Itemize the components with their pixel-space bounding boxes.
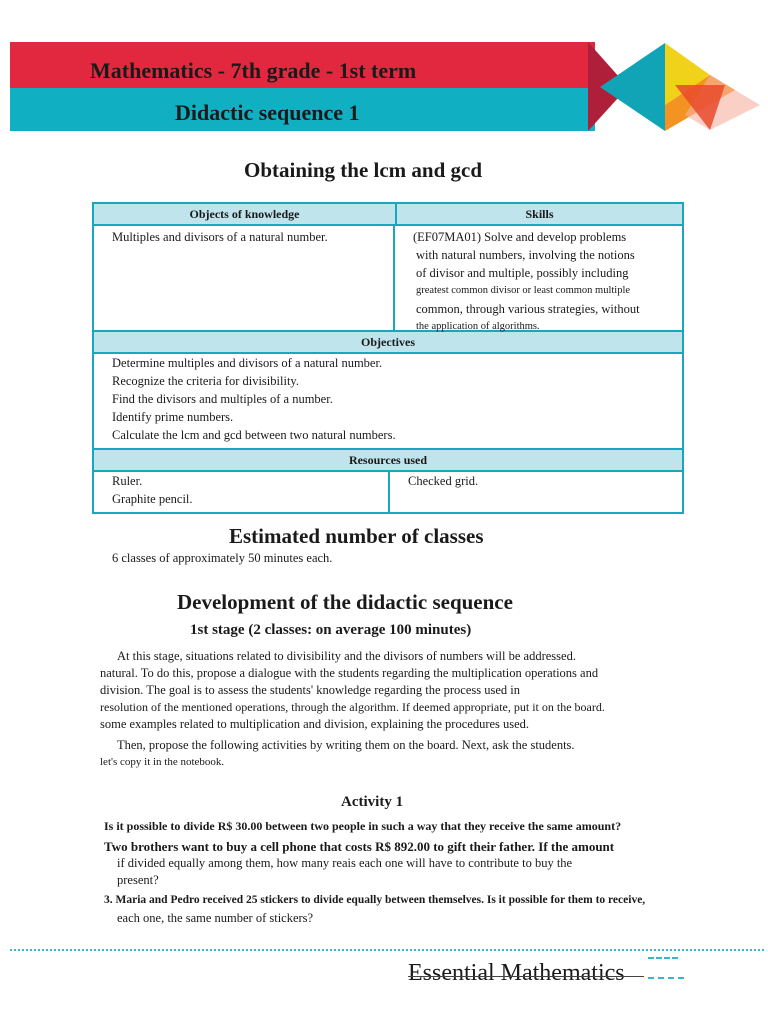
skills-line: with natural numbers, involving the notions xyxy=(416,248,635,262)
development-title: Development of the didactic sequence xyxy=(177,590,513,614)
objects-header: Objects of knowledge xyxy=(94,204,397,226)
bullet-icon xyxy=(401,228,413,246)
activity-title: Activity 1 xyxy=(341,794,404,810)
skills-line: of divisor and multiple, possibly including xyxy=(416,266,629,280)
bullet-icon xyxy=(100,408,112,426)
skills-line: the application of algorithms. xyxy=(416,321,540,332)
skills-line: (EF07MA01) Solve and develop problems xyxy=(413,230,627,244)
activity-question-3-cont: each one, the same number of stickers? xyxy=(117,911,314,925)
activity-question-2: Two brothers want to buy a cell phone that costs R$ 892.00 to gift their father. If the amount xyxy=(104,839,615,854)
stage-title: 1st stage (2 classes: on average 100 minutes) xyxy=(190,622,472,638)
footer-dotted-divider xyxy=(10,949,764,951)
development-line: resolution of the mentioned operations, through the algorithm. If deemed appropriate, put it on the board. xyxy=(100,700,605,714)
resource-item: Ruler. xyxy=(112,474,143,488)
objective-item: Recognize the criteria for divisibility. xyxy=(112,374,299,388)
activity-question-3: 3. Maria and Pedro received 25 stickers to divide equally between themselves. Is it possible for them to receive, xyxy=(104,894,646,906)
bullet-icon xyxy=(100,490,112,508)
bullet-icon xyxy=(100,472,112,490)
resources-header: Resources used xyxy=(94,448,682,472)
skills-line: common, through various strategies, without xyxy=(416,302,640,316)
classes-text-row xyxy=(100,550,332,568)
section-title: Obtaining the lcm and gcd xyxy=(244,158,483,182)
resource-item: Graphite pencil. xyxy=(112,492,193,506)
bullet-icon xyxy=(100,354,112,372)
objects-item: Multiples and divisors of a natural number. xyxy=(112,230,328,244)
footer-strike-line xyxy=(408,976,644,977)
bullet-icon xyxy=(100,228,112,246)
decorative-triangles-graphic xyxy=(560,35,768,140)
footer-dash-decoration xyxy=(648,957,678,959)
development-line: some examples related to multiplication and division, explaining the procedures used. xyxy=(100,717,530,731)
skills-header: Skills xyxy=(397,204,682,226)
development-line: natural. To do this, propose a dialogue with the students regarding the multiplication operations and xyxy=(100,666,599,680)
objectives-header: Objectives xyxy=(94,330,682,354)
classes-text: 6 classes of approximately 50 minutes each. xyxy=(112,551,333,565)
header-subtitle: Didactic sequence 1 xyxy=(175,100,360,125)
development-line: let's copy it in the notebook. xyxy=(100,756,225,768)
activity-question-2-cont: present? xyxy=(117,873,159,887)
objective-item: Find the divisors and multiples of a number. xyxy=(112,392,333,406)
development-line: Then, propose the following activities by writing them on the board. Next, ask the students. xyxy=(117,738,575,752)
footer-brand: Essential Mathematics xyxy=(408,960,625,986)
bullet-icon xyxy=(100,426,112,444)
classes-title: Estimated number of classes xyxy=(229,524,484,548)
development-line: At this stage, situations related to divisibility and the divisors of numbers will be addressed. xyxy=(117,649,576,663)
bullet-icon xyxy=(100,390,112,408)
activity-question-1: Is it possible to divide R$ 30.00 between two people in such a way that they receive the same amount? xyxy=(104,819,622,833)
skills-line: greatest common divisor or least common multiple xyxy=(416,285,631,296)
header-title: Mathematics - 7th grade - 1st term xyxy=(90,58,417,83)
bullet-icon xyxy=(396,472,408,490)
objective-item: Determine multiples and divisors of a natural number. xyxy=(112,356,383,370)
knowledge-table xyxy=(92,202,684,514)
footer-dash-decoration xyxy=(648,977,684,979)
activity-question-2-cont: if divided equally among them, how many reais each one will have to contribute to buy the xyxy=(117,856,573,870)
bullet-icon xyxy=(100,372,112,390)
objective-item: Calculate the lcm and gcd between two natural numbers. xyxy=(112,428,396,442)
objective-item: Identify prime numbers. xyxy=(112,410,234,424)
resource-item: Checked grid. xyxy=(408,474,479,488)
development-line: division. The goal is to assess the students' knowledge regarding the process used in xyxy=(100,683,521,697)
